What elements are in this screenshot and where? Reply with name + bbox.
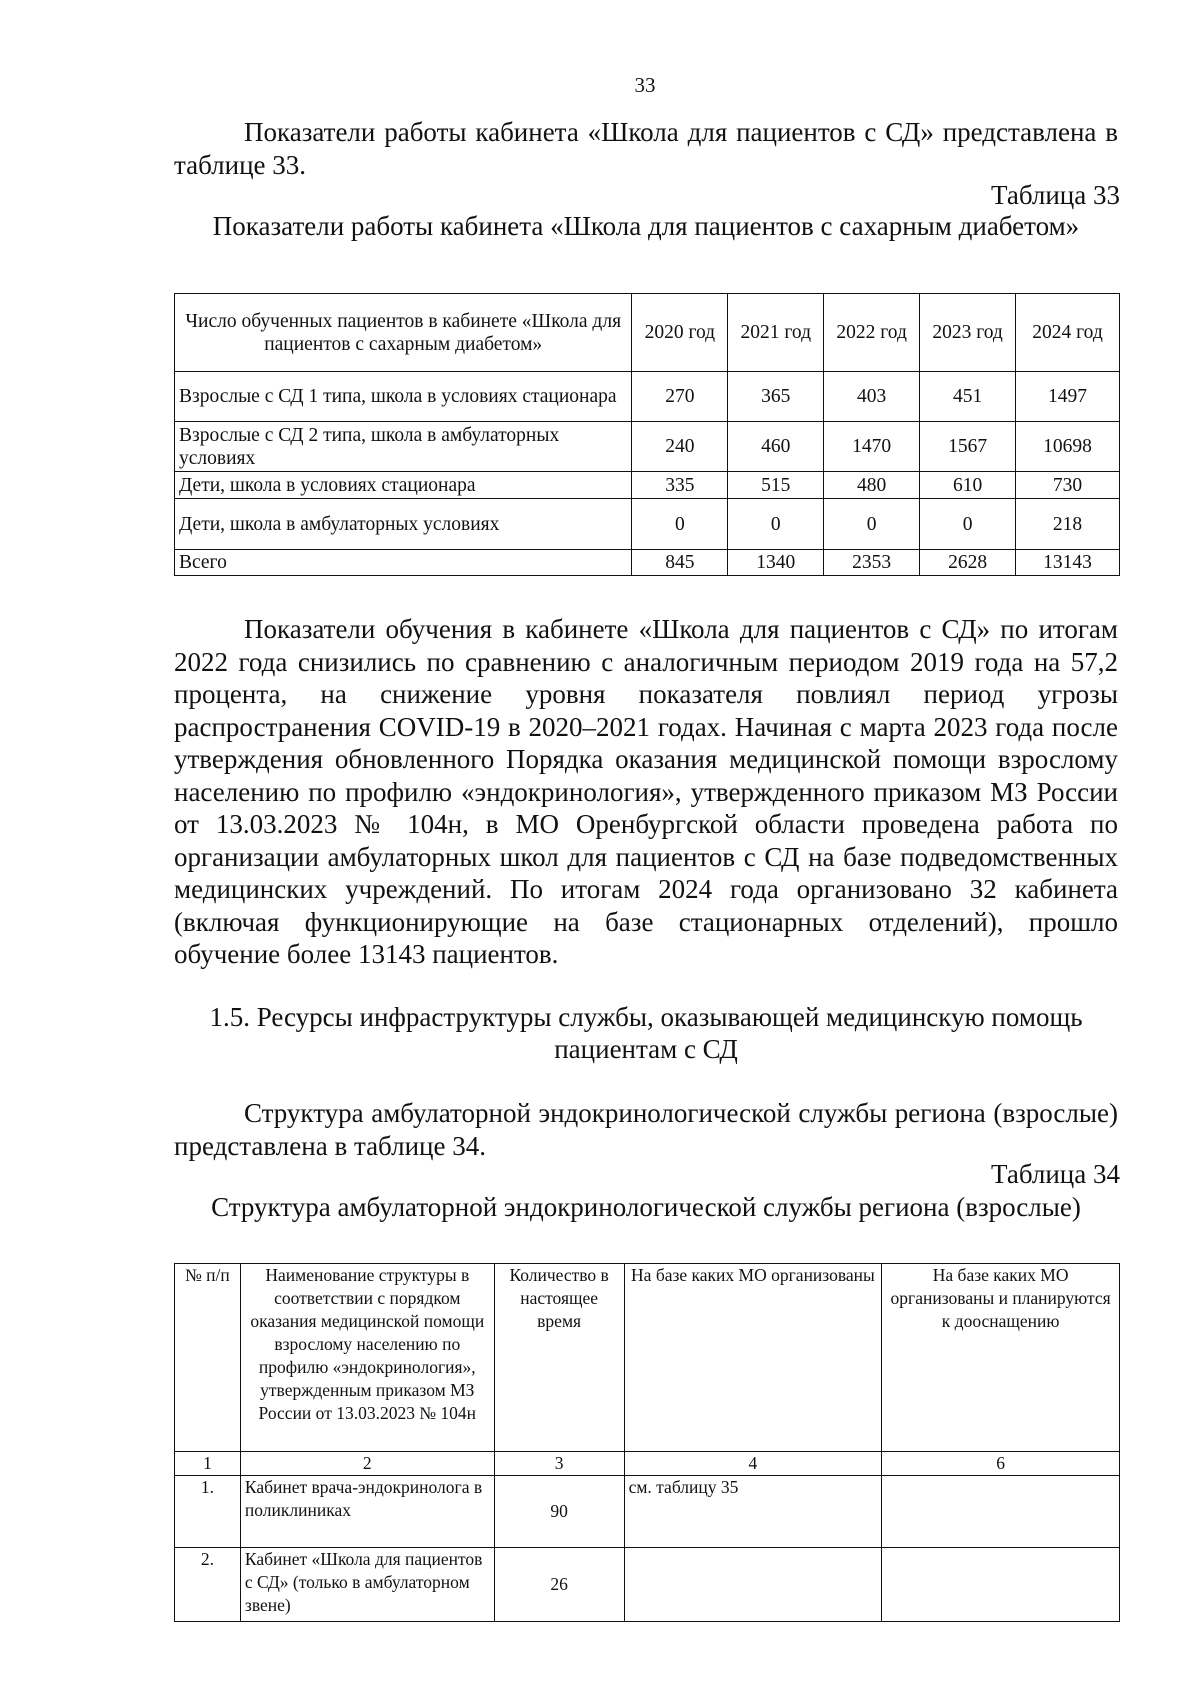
table-row: [175, 1548, 1120, 1622]
row-label: Взрослые с СД 2 типа, школа в амбулаторных условиях: [175, 422, 632, 472]
table-cell: 1470: [824, 422, 920, 472]
structure-count: 90: [494, 1476, 624, 1548]
table-cell: 1340: [728, 550, 824, 576]
table-cell: 845: [632, 550, 728, 576]
table-header-cell: На базе каких МО организованы и планируются к дооснащению: [882, 1264, 1120, 1452]
table-cell: 460: [728, 422, 824, 472]
row-label: Дети, школа в условиях стационара: [175, 472, 632, 499]
table-header-cell: На базе каких МО организованы: [624, 1264, 882, 1452]
table-cell: 2628: [920, 550, 1016, 576]
table-header-cell: № п/п: [175, 1264, 241, 1452]
table-cell: 0: [824, 499, 920, 550]
column-number-cell: 2: [240, 1452, 494, 1476]
structure-mo: см. таблицу 35: [624, 1476, 882, 1548]
row-number: 2.: [175, 1548, 241, 1622]
structure-planned: [882, 1548, 1120, 1622]
table-cell: 480: [824, 472, 920, 499]
table-cell: 0: [728, 499, 824, 550]
table-row: [175, 372, 1120, 422]
column-number-cell: 4: [624, 1452, 882, 1476]
row-label: Всего: [175, 550, 632, 576]
structure-planned: [882, 1476, 1120, 1548]
table-header-row: [175, 294, 1120, 372]
table-row: [175, 1476, 1120, 1548]
table-header-cell: Количество в настоящее время: [494, 1264, 624, 1452]
row-label: Взрослые с СД 1 типа, школа в условиях стационара: [175, 372, 632, 422]
table-header-cell: 2024 год: [1016, 294, 1120, 372]
table-cell: 0: [920, 499, 1016, 550]
table-cell: 0: [632, 499, 728, 550]
table34-title: Структура амбулаторной эндокринологической службы региона (взрослые): [211, 1192, 1081, 1222]
structure-name: Кабинет врача-эндокринолога в поликлиниках: [240, 1476, 494, 1548]
structure-count: 26: [494, 1548, 624, 1622]
section-heading: 1.5. Ресурсы инфраструктуры службы, оказывающей медицинскую помощь пациентам с СД: [209, 1002, 1083, 1064]
column-number-cell: 1: [175, 1452, 241, 1476]
table34: [174, 1263, 1120, 1622]
table-cell: 335: [632, 472, 728, 499]
intro-paragraph: Показатели работы кабинета «Школа для пациентов с СД» представлена в таблице 33.: [174, 117, 1118, 180]
table-header-cell: Наименование структуры в соответствии с порядком оказания медицинской помощи взрослому населению по профилю «эндокринология», утвержденным приказом МЗ России от 13.03.2023 № 104н: [240, 1264, 494, 1452]
table-header-cell: 2020 год: [632, 294, 728, 372]
table-cell: 240: [632, 422, 728, 472]
table-row: [175, 472, 1120, 499]
table-header-row: [175, 1264, 1120, 1452]
structure-name: Кабинет «Школа для пациентов с СД» (только в амбулаторном звене): [240, 1548, 494, 1622]
table-cell: 730: [1016, 472, 1120, 499]
structure-paragraph: Структура амбулаторной эндокринологической службы региона (взрослые) представлена в таблице 34.: [174, 1098, 1118, 1161]
structure-mo: [624, 1548, 882, 1622]
row-number: 1.: [175, 1476, 241, 1548]
column-number-cell: 6: [882, 1452, 1120, 1476]
table-header-cell: 2021 год: [728, 294, 824, 372]
table-cell: 270: [632, 372, 728, 422]
table-cell: 1497: [1016, 372, 1120, 422]
column-number-row: [175, 1452, 1120, 1476]
table-cell: 403: [824, 372, 920, 422]
table-header-cell: 2023 год: [920, 294, 1016, 372]
column-number-cell: 3: [494, 1452, 624, 1476]
table33-title: Показатели работы кабинета «Школа для пациентов с сахарным диабетом»: [212, 211, 1080, 241]
table-row: [175, 499, 1120, 550]
table34-label: Таблица 34: [991, 1159, 1120, 1189]
table-cell: 610: [920, 472, 1016, 499]
page-number: 33: [634, 73, 656, 97]
table-total-row: [175, 550, 1120, 576]
row-label: Дети, школа в амбулаторных условиях: [175, 499, 632, 550]
table-header-cell: Число обученных пациентов в кабинете «Школа для пациентов с сахарным диабетом»: [175, 294, 632, 372]
table33-label: Таблица 33: [991, 180, 1120, 210]
table-row: [175, 422, 1120, 472]
analysis-paragraph: Показатели обучения в кабинете «Школа для пациентов с СД» по итогам 2022 года снизились по сравнению с аналогичным периодом 2019 года на 57,2 процента, на снижение уровня показателя повлиял период угрозы распространения COVID-19 в 2020–2021 годах. Начиная с марта 2023 года после утверждения обновленного Порядка оказания медицинской помощи взрослому населению по профилю «эндокринология», утвержденного приказом МЗ России от 13.03.2023 № 104н, в МО Оренбургской области проведена работа по организации амбулаторных школ для пациентов с СД на базе подведомственных медицинских учреждений. По итогам 2024 года организовано 32 кабинета (включая функционирующие на базе стационарных отделений), прошло обучение более 13143 пациентов.: [174, 614, 1118, 969]
table-cell: 218: [1016, 499, 1120, 550]
table-cell: 1567: [920, 422, 1016, 472]
table33: [174, 293, 1120, 576]
table-cell: 451: [920, 372, 1016, 422]
table-cell: 13143: [1016, 550, 1120, 576]
table-cell: 2353: [824, 550, 920, 576]
table-cell: 515: [728, 472, 824, 499]
table-cell: 10698: [1016, 422, 1120, 472]
table-header-cell: 2022 год: [824, 294, 920, 372]
table-cell: 365: [728, 372, 824, 422]
